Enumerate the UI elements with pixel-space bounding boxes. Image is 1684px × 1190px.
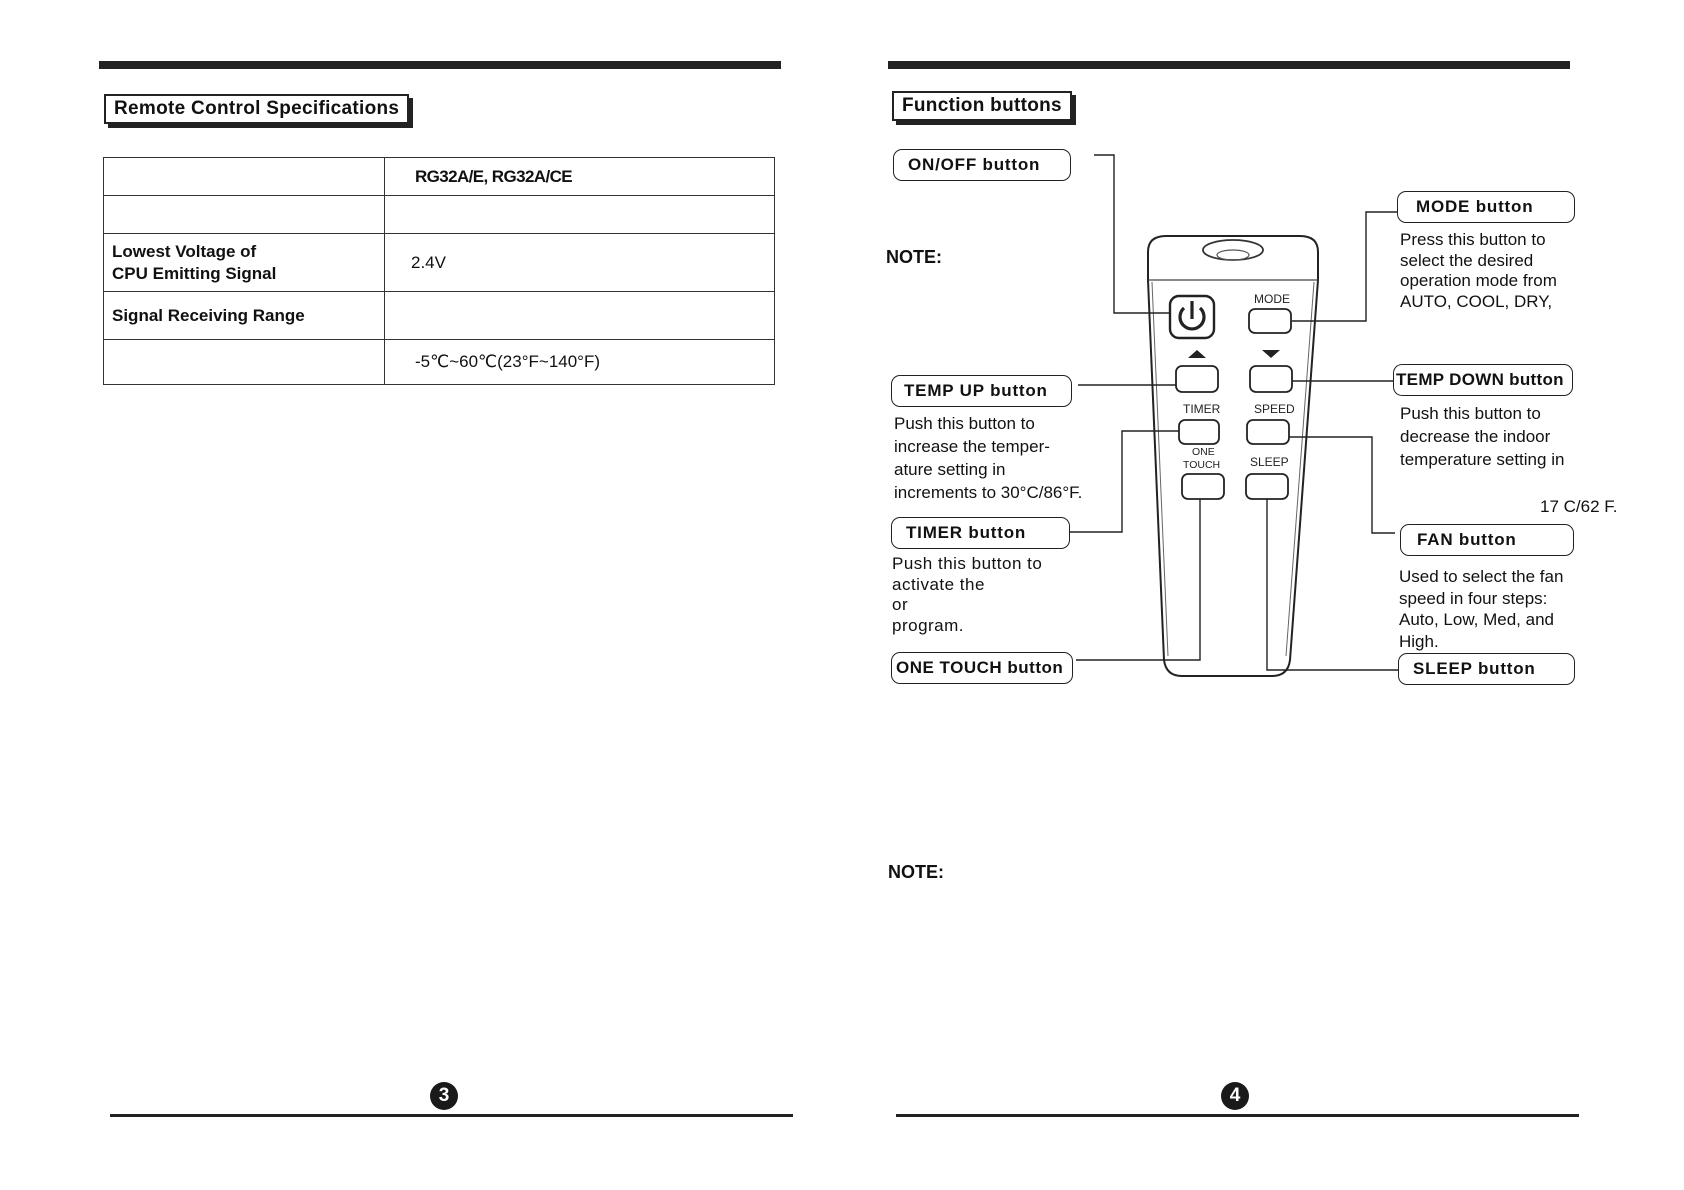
mode-description: Press this button to select the desired operation mode from AUTO, COOL, DRY, [1400,230,1557,311]
note-bottom: NOTE: [888,862,944,882]
spec-value: -5℃~60℃(23°F~140°F) [385,340,775,385]
function-buttons-title: Function buttons [892,91,1072,121]
touch-key-label: TOUCH [1183,459,1221,471]
one-touch-callout: ONE TOUCH button [891,652,1073,684]
page-number: 4 [1221,1082,1249,1110]
spec-label: Signal Receiving Range [104,292,385,340]
timer-description: Push this button to activate the or program. [892,554,1043,635]
mode-key [1249,309,1291,333]
onoff-callout: ON/OFF button [893,149,1071,181]
sleep-key [1246,474,1288,499]
mode-key-label: MODE [1254,292,1290,306]
timer-key-label: TIMER [1183,402,1221,416]
temp-down-callout: TEMP DOWN button [1393,364,1573,396]
sleep-key-label: SLEEP [1250,455,1289,469]
spec-label: Lowest Voltage of CPU Emitting Signal [104,234,385,292]
timer-key [1179,420,1219,444]
mode-callout: MODE button [1397,191,1575,223]
speed-key [1247,420,1289,444]
temp-down-description: Push this button to decrease the indoor temperature setting in [1400,404,1565,469]
fan-callout: FAN button [1400,524,1574,556]
page-number: 3 [430,1082,458,1110]
spec-value: RG32A/E, RG32A/CE [385,158,775,196]
one-touch-key [1182,474,1224,499]
temp-up-callout: TEMP UP button [891,375,1072,407]
speed-key-label: SPEED [1254,402,1295,416]
temp-up-description: Push this button to increase the temper- ature setting in increments to 30°C/86°F. [894,414,1083,502]
timer-callout: TIMER button [891,517,1070,549]
sleep-callout: SLEEP button [1398,653,1575,685]
temp-up-key [1176,366,1218,392]
temp-down-key [1250,366,1292,392]
specifications-title: Remote Control Specifications [104,94,409,124]
fan-description: Used to select the fan speed in four steps: Auto, Low, Med, and High. [1399,567,1564,651]
note-top: NOTE: [886,247,942,267]
temp-down-description-tail: 17 C/62 F. [1540,497,1618,516]
one-key-label: ONE [1192,446,1215,458]
spec-value: 2.4V [385,234,775,292]
